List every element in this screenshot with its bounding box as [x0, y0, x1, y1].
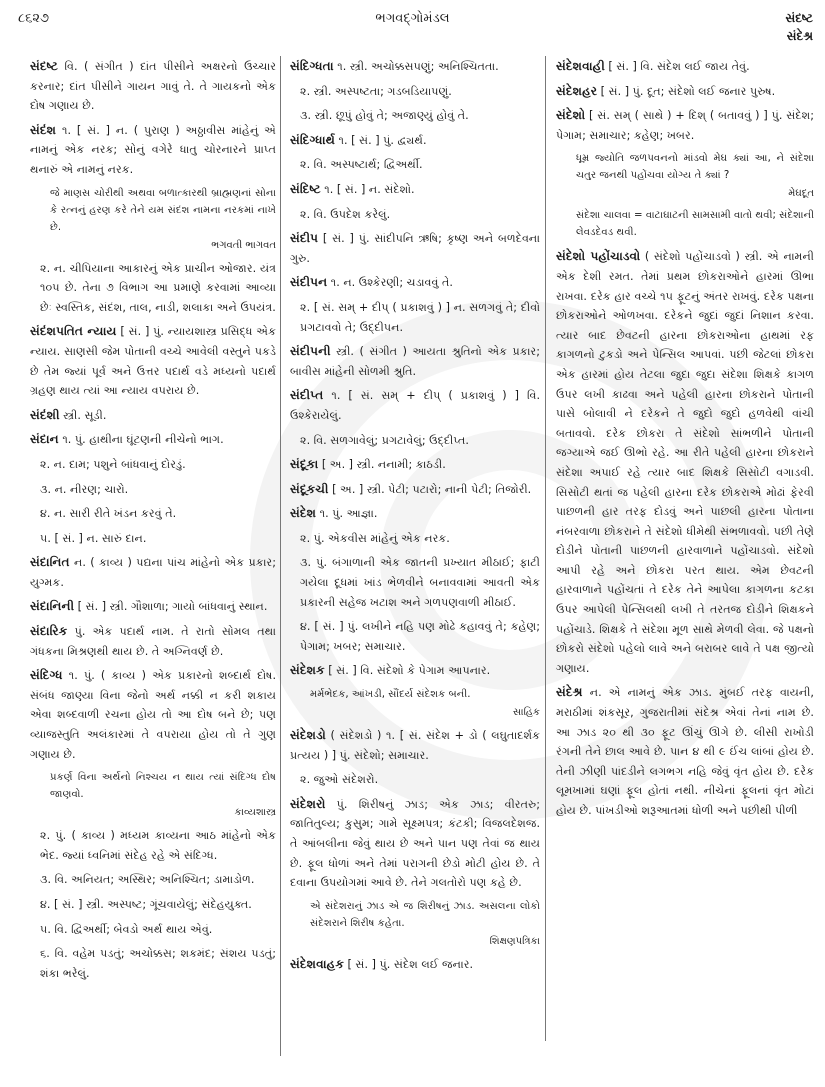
definition: ૧. [ સં. સમ્ + દીપ્ ( પ્રકાશવું ) ] વિ. ઉશ્કેરાયેલું.	[290, 389, 540, 422]
headword: સંદાન	[30, 432, 59, 447]
definition-sense: ૩. પું. બંગાળાની એક જાતની પ્રખ્યાત મીઠાઈ; ફાટી ગયેલા દૂધમાં ખાંડ ભેળવીને બનાવવામાં આવતી એક પ્રકારની સહેજ ખટાશ અને ગળપણવાળી મીઠાઈ.	[300, 556, 540, 609]
headword: સંદંશી	[30, 407, 60, 422]
dictionary-entry	[556, 82, 814, 102]
page-header	[0, 0, 825, 50]
headword: સંદેશક	[290, 663, 325, 678]
definition: ૧. પું. આજ્ઞા.	[319, 507, 378, 521]
headword: સંદેશો	[556, 108, 586, 123]
definition: [ સં. ] પું. ન્યાયશાસ્ત્ર પ્રસિદ્ધ એક ન્યાય. સાણસી જેમ પોતાની વચ્ચે આવેલી વસ્તુને પકડે છે તેમ જ્યાં પૂર્વ અને ઉત્તર પદાર્થ વડે મધ્યનો પદાર્થ ગ્રહણ થાય ત્યાં આ ન્યાય વપરાય છે.	[30, 325, 276, 398]
dictionary-entry	[290, 504, 540, 524]
dictionary-entry	[290, 455, 540, 475]
column-divider-2	[545, 56, 546, 1041]
definition-sense: ૫. [ સં. ] ન. સારું દાન.	[40, 531, 147, 545]
guide-word-first: સંદષ્ટ	[785, 11, 813, 25]
definition-sense: ૨. ન. દામ; પશુને બાંધવાનું દોરડું.	[40, 457, 186, 471]
dictionary-entry	[290, 273, 540, 293]
definition: ન. એ નામનું એક ઝાડ. મુંબઈ તરફ વાયની, મરાઠીમાં શંકસૂર, ગુજરાતીમાં સંદેશ્ર એવાં તેનાં નામ છે. આ ઝાડ ૨૦ થી ૩૦ ફૂટ ઊંચું ઊગે છે. લીસી રાખોડી રંગની તેને છાલ આવે છે. પાન ૪ થી ૯ ઈંચ લાંબાં હોય છે. તેની ઝીણી પાંદડીને લગભગ નહિ જેવું વૃંત હોય છે. દરેક લૂમખામાં ઘણાં ફૂલ હોતાં નથી. નીચેનાં ફૂલનાં વૃંત મોટાં હોય છે. પાંખડીઓ શરૂઆતમાં ધોળી અને પછીથી પીળી	[556, 686, 814, 817]
definition: [ અ. ] સ્ત્રી. પેટી; પટારો; નાની પેટી; તિજોરી.	[332, 482, 532, 496]
definition-sense: ૨. પું. ( કાવ્ય ) મધ્યમ કાવ્યના આઠ માંહેનો એક ભેદ. જ્યાં ધ્વનિમાં સંદેહ રહે એ સંદિગ્ધ.	[40, 829, 276, 862]
quotation: સંદેશા ચાલવા = વાટાઘાટની સામસામી વાતો થવી; સંદેશાની લેવડદેવડ થવી.	[576, 210, 814, 239]
dictionary-entry	[30, 121, 276, 180]
definition: પું. એક પદાર્થ નામ. તે રાતો સોમલ તથા ગંધકના મિશ્રણથી થાય છે. તે અગ્નિવર્ણ છે.	[30, 625, 277, 658]
quotation-source: ભગવતી ભાગવત	[211, 239, 276, 251]
definition: ( સંદેશો પહોંચાડવો ) સ્ત્રી. એ નામની એક દેશી રમત. તેમાં પ્રથમ છોકરાઓને હારમાં ઊભા રાખવા. દરેક હાર વચ્ચે ૧૫ ફૂટનું અંતર રાખવું. દરેક પક્ષના છોકરાઓને ઓળખવા. દરેકને જુદાં જુદાં નિશાન કરવા. ત્યાર બાદ છેવટની હારના છોકરાઓના હાથમાં રફ કાગળનો ટુકડો અને પેન્સિલ આપવાં. પછી જેટલાં છોકરા એક હારમાં હોય તેટલા જુદા જુદા સંદેશા શિક્ષકે કાગળ ઉપર લખી કાઢવા અને પહેલી હારના છોકરાને પોતાની પાસે બોલાવી ને દરેકને તે જુદો જુદો હળવેથી વાંચી બતાવવો. દરેક છોકરા તે સંદેશો સાંભળીને પોતાની જગ્યાએ જઈ ઊભો રહે. આ રીતે પહેલી હારના છોકરાને સંદેશા અપાઈ રહે ત્યાર બાદ શિક્ષકે સિસોટી વગાડવી. સિસોટી થતાં જ પહેલી હારના દરેક છોકરાએ મોઢાં ફેરવી પાછળની હાર તરફ દોડવું અને પાછલી હારના પોતાના નંબરવાળા છોકરાને તે સંદેશો ધીમેથી સંભળાવવો. પછી તેણે દોડીને પોતાની પાછળની હારવાળાને પહોંચાડવો. સંદેશો આપી રહે અને છોકરા પરત થાય. એમ છેવટની હારવાળાને પહોંચતાં તે દરેક તેને આપેલા કાગળના કટકા ઉપર આપેલી પેન્સિલથી લખી તે તરતજ દોડીને શિક્ષકને પહોંચાડે. શિક્ષકે તે સંદેશા મૂળ સાથે મેળવી લેવા. જે પક્ષનો છોકરો સંદેશો પહેલો લાવે અને બરાબર લાવે તે પક્ષ જીત્યો ગણાય.	[556, 250, 814, 675]
definition-sense: ૨. વિ. સળગાવેલું; પ્રગટાવેલું; ઉદ્દીપ્ત.	[300, 433, 469, 447]
headword: સંદષ્ટ	[30, 59, 58, 73]
headword: સંદેશરો	[290, 796, 326, 811]
dictionary-entry	[290, 180, 540, 200]
definition: ૧. [ સં. ] ન. ( પુરાણ ) અઠ્ઠાવીસ માંહેનું એ નામનું એક નરક; સોનું વગેરે ધાતુ ચોરનારને પ્રાપ્ત થનારું એ નામનું નરક.	[30, 123, 276, 176]
headword: સંદેશવાહક	[290, 956, 344, 971]
headword: સંદેશ્ર	[556, 685, 583, 700]
dictionary-entry	[290, 57, 540, 77]
quotation-source: મેઘદૂત	[788, 188, 814, 200]
headword: સંદૂકા	[290, 457, 319, 472]
definition: ૧. પું. હાથીના ઘૂંટણની નીચેનો ભાગ.	[62, 433, 224, 447]
quotation: જે માણસ ચોરીથી અથવા બળાત્કારથી બ્રાહ્મણનાં સોના કે રત્નનું હરણ કરે તેને યમ સંદંશ નામના નરકમાં નાખે છે.	[50, 187, 276, 233]
definition-sense: ૨. સ્ત્રી. અસ્પષ્ટતા; ગડબડિયાપણું.	[300, 84, 452, 98]
dictionary-entry	[30, 622, 276, 661]
headword: સંદંશપતિત ન્યાય	[30, 324, 117, 339]
dictionary-entry	[290, 480, 540, 500]
definition: ૧. પું. ( કાવ્ય ) એક પ્રકારનો શબ્દાર્થ દોષ. સંબંધ જાણ્યા વિના જેનો અર્થ નક્કી ન કરી શકાય એવા શબ્દવાળી રચના હોય તો આ દોષ બને છે; પણ વ્યાજસ્તુતિ અલંકારમાં તે વપરાયા હોય તો તે ગુણ ગણાય છે.	[30, 669, 276, 761]
definition-sense: ૩. સ્ત્રી. છૂપું હોવું તે; અજાણ્યું હોવું તે.	[300, 109, 469, 123]
definition-sense: ૨. ન. ચીપિયાના આકારનું એક પ્રાચીન ઓજાર. યંત્ર ૧૦૫ છે. તેના ૭ વિભાગ આ પ્રમાણે કરવામાં આવ્યા છેઃ સ્વસ્તિક, સંદંશ, તાલ, નાડી, શલાકા અને ઉપયંત્ર.	[40, 261, 276, 314]
dictionary-entry	[30, 666, 276, 764]
headword: સંદેશડો	[290, 728, 326, 743]
quotation-source: શિક્ષણપત્રિકા	[489, 935, 540, 947]
quotation: મર્મભેદક, આંખડી, સૌંદર્ય સંદેશક બની.	[310, 689, 471, 701]
definition-sense: ૬. વિ. વહેમ પડતું; અચોક્કસ; શકમંદ; સંશય પડતું; શંકા ભરેલું.	[40, 947, 276, 980]
column-1	[30, 57, 276, 988]
dictionary-entry	[30, 430, 276, 450]
column-3	[556, 57, 814, 826]
headword: સંદિગ્ધ	[30, 668, 63, 683]
headword: સંદિગ્ધાર્થ	[290, 132, 335, 147]
definition: સ્ત્રી. ( સંગીત ) આયતા શ્રુતિનો એક પ્રકાર; બાવીસ માંહેની સોળમી શ્રુતિ.	[290, 345, 540, 378]
definition-sense: ૨. વિ. અસ્પષ્ટાર્થ; દ્વિઅર્થી.	[300, 158, 423, 172]
dictionary-entry	[556, 683, 814, 820]
definition: ૧. સ્ત્રી. અચોક્કસપણું; અનિશ્ચિતતા.	[337, 60, 499, 73]
headword: સંદેશવાહી	[556, 59, 605, 73]
headword: સંદંશ	[30, 122, 57, 137]
definition: ( સંદેશડો ) ૧. [ સં. સંદેશ + ડો ( લઘુતાદર્શક પ્રત્યય ) ] પું. સંદેશો; સમાચાર.	[290, 729, 540, 762]
column-2	[290, 57, 540, 979]
headword: સંદેશો પહોંચાડવો	[556, 249, 641, 264]
dictionary-entry	[290, 795, 540, 893]
page-number: ૮૬૨૭	[18, 11, 50, 26]
definition: [ અ. ] સ્ત્રી. નનામી; કાઠડી.	[321, 458, 446, 472]
headword: સંદેશ	[290, 506, 317, 521]
dictionary-entry	[30, 57, 276, 116]
dictionary-entry	[290, 726, 540, 765]
definition-sense: ૨. જુઓ સંદેશરો.	[300, 773, 379, 787]
definition: [ સં. ] પું. દૂત; સંદેશો લઈ જનાર પુરુષ.	[600, 84, 776, 98]
dictionary-entry	[290, 955, 540, 975]
guide-words	[786, 9, 814, 45]
headword: સંદૂકચી	[290, 481, 329, 496]
definition: ૧. [ સં. ] પું. દ્વ્યર્થ.	[338, 133, 427, 147]
quotation: પ્રકર્ણ વિના અર્થનો નિશ્ચય ન થાય ત્યાં સંદિગ્ધ દોષ જાણવો.	[50, 772, 276, 801]
headword: સંદિગ્ધતા	[290, 59, 334, 73]
definition: ૧. ન. ઉશ્કેરણી; ચડાવવું તે.	[330, 276, 453, 290]
definition: [ સં. ] પું. સાંદીપનિ ઋષિ; કૃષ્ણ અને બળદેવના ગુરુ.	[290, 232, 541, 265]
definition: ૧. [ સં. ] ન. સંદેશો.	[324, 182, 415, 196]
definition: [ સં. સમ્ ( સાથે ) + દિશ્ ( બતાવવું ) ] પું. સંદેશ; પેગામ; સમાચાર; કહેણ; ખબર.	[556, 109, 814, 142]
definition-sense: ૪. [ સં. ] પું. લખીને નહિ પણ મોઢે કહાવવું તે; કહેણ; પેગામ; ખબર; સમાચાર.	[300, 620, 540, 653]
definition-sense: ૫. વિ. દ્વિઅર્થી; બેવડો અર્થ થાય એવું.	[40, 922, 213, 936]
definition: [ સં. ] પું. સંદેશ લઈ જનાર.	[347, 957, 474, 971]
dictionary-entry	[556, 247, 814, 678]
headword: સંદારિક	[30, 624, 68, 639]
quotation-source: સાહિક	[513, 707, 540, 719]
quotation: એ સંદેશરાનું ઝાડ એ જ શિરીષનું ઝાડ. અસલના લોકો સંદેશરાને શિરીષ કહેતા.	[310, 900, 540, 929]
headword: સંદાનિત	[30, 555, 70, 570]
dictionary-entry	[290, 131, 540, 151]
headword: સંદીપ્ત	[290, 388, 324, 403]
dictionary-entry	[290, 386, 540, 425]
definition-sense: ૨. [ સં. સમ્ + દીપ્ ( પ્રકાશવું ) ] ન. સળગવું તે; દીવો પ્રગટાવવો તે; ઉદ્દીપન.	[300, 300, 540, 334]
definition: સ્ત્રી. સૂડી.	[63, 408, 107, 422]
dictionary-entry	[30, 553, 276, 592]
book-title: ભગવદ્ગોમંડલ	[375, 11, 450, 26]
dictionary-entry	[290, 342, 540, 381]
headword: સંદીપન	[290, 275, 328, 290]
dictionary-entry	[30, 406, 276, 426]
column-divider-1	[280, 56, 281, 1056]
definition: [ સં. ] વિ. સંદેશો કે પેગામ આપનાર.	[328, 664, 491, 678]
definition: ન. ( કાવ્ય ) પદ્યના પાંચ માંહેનો એક પ્રકાર; યુગ્મક.	[30, 556, 276, 589]
dictionary-entry	[30, 322, 276, 400]
definition: [ સં. ] વિ. સંદેશ લઈ જાય તેવું.	[608, 60, 750, 73]
definition-sense: ૨. પું. એકવીસ માંહેનું એક નરક.	[300, 531, 450, 545]
definition-sense: ૩. વિ. અનિયત; અસ્થિર; અનિશ્ચિત; ડામાડોળ.	[40, 873, 255, 887]
definition-sense: ૪. ન. સારી રીતે ખંડન કરવું તે.	[40, 507, 177, 521]
headword: સંદિષ્ટ	[290, 181, 321, 196]
headword: સંદીપ	[290, 231, 319, 246]
quotation-source: કાવ્યશાસ્ત્ર	[234, 807, 276, 819]
definition: પું. શિરીષનું ઝાડ; એક ઝાડ; વીરતરુ; જાતિતુલ્ય; કુસુમ; ગામે સૂક્ષ્મપત્ર; કંટકી; વિજલદેશજ. તે આંબલીના જેવું થાય છે અને પાન પણ તેવાં જ થાય છે. ફૂલ ધોળાં અને તેમાં પરાગની છેડો મોટી હોય છે. તે દવાના ઉપયોગમાં આવે છે. તેને ગલતોરો પણ કહે છે.	[290, 797, 540, 890]
dictionary-entry	[290, 661, 540, 681]
definition: વિ. ( સંગીત ) દાંત પીસીને અક્ષરનો ઉચ્ચાર કરનાર; દાંત પીસીને ગાયન ગાવું તે. તે ગાયકનો એક દોષ ગણાય છે.	[30, 60, 276, 113]
headword: સંદીપની	[290, 344, 331, 359]
dictionary-entry	[556, 106, 814, 145]
definition: [ સં. ] સ્ત્રી. ગૌશાળા; ગાયો બાંધવાનું સ્થાન.	[77, 600, 268, 614]
guide-word-last: સંદેશ્ર	[786, 29, 813, 43]
dictionary-entry	[556, 57, 814, 77]
headword: સંદાનિની	[30, 599, 75, 614]
headword: સંદેશહર	[556, 83, 598, 98]
definition-sense: ૩. ન. નીરણ; ચારો.	[40, 482, 129, 496]
definition-sense: ૪. [ સં. ] સ્ત્રી. અસ્પષ્ટ; ગૂંચવાયેલું; સંદેહયુક્ત.	[40, 898, 252, 911]
dictionary-entry	[30, 597, 276, 617]
dictionary-entry	[290, 229, 540, 268]
quotation: ધૂમ્ર જ્યોતિ જળપવનનો માંડવો મેઘ ક્યાં આ, ને સંદેશા ચતુર જનથી પહોંચવા યોગ્ય તે ક્યાં ?	[576, 153, 814, 182]
definition-sense: ૨. વિ. ઉપદેશ કરેલું.	[300, 207, 391, 221]
